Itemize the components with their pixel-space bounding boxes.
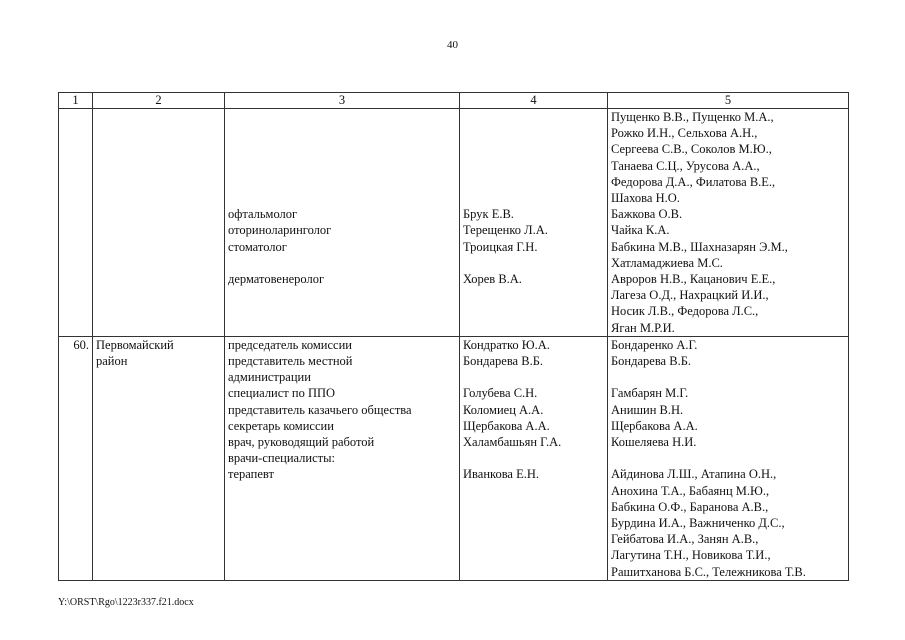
cell-line	[228, 141, 456, 157]
cell-line: дерматовенеролог	[228, 271, 325, 286]
cell-line: терапевт	[228, 467, 274, 482]
positions-cell	[225, 109, 460, 337]
cell-line: врач, руководящий работой	[228, 435, 375, 450]
cell-line: администрации	[228, 370, 311, 385]
cell-line: Халамбашьян Г.А.	[463, 435, 562, 450]
cell-line: Лагеза О.Д., Нахрацкий И.И.,	[611, 288, 769, 303]
cell-line	[463, 255, 604, 271]
cell-line: Бабкина О.Ф., Баранова А.В.,	[611, 499, 769, 514]
cell-line: Бондарева В.Б.	[463, 354, 543, 369]
header-col-2: 2	[93, 93, 225, 109]
cell-line: оториноларинголог	[228, 223, 332, 238]
cell-line: председатель комиссии	[228, 337, 352, 352]
cell-line: Хатламаджиева М.С.	[611, 255, 723, 270]
cell-line: Гамбарян М.Г.	[611, 386, 689, 401]
cell-line: Рожко И.Н., Сельхова А.Н.,	[611, 126, 758, 141]
row-number-cell: 60.	[59, 336, 93, 580]
cell-line: Шахова Н.О.	[611, 191, 680, 206]
cell-line	[463, 109, 604, 125]
main-members-cell	[460, 109, 608, 337]
reserve-members-cell	[608, 109, 849, 337]
cell-line: специалист по ППО	[228, 386, 336, 401]
cell-line	[463, 369, 604, 385]
cell-line	[463, 450, 604, 466]
header-row	[59, 93, 849, 109]
main-members-cell	[460, 336, 608, 580]
cell-line: Первомайский	[96, 337, 174, 352]
cell-line	[463, 158, 604, 174]
cell-line: Хорев В.А.	[463, 271, 522, 286]
cell-line: Бурдина И.А., Важниченко Д.С.,	[611, 516, 785, 531]
cell-line: врачи-специалисты:	[228, 451, 335, 466]
cell-line: Кондратко Ю.А.	[463, 337, 550, 352]
cell-line	[228, 125, 456, 141]
cell-line: Кошеляева Н.И.	[611, 435, 697, 450]
cell-line	[463, 141, 604, 157]
cell-line: Айдинова Л.Ш., Атапина О.Н.,	[611, 467, 777, 482]
cell-line: Бондаренко А.Г.	[611, 337, 698, 352]
cell-line: Федорова Д.А., Филатова В.Е.,	[611, 174, 776, 189]
cell-line	[611, 450, 845, 466]
cell-line	[228, 158, 456, 174]
cell-line	[463, 174, 604, 190]
row-number-cell	[59, 109, 93, 337]
table-row	[59, 336, 849, 580]
cell-line: Танаева С.Ц., Урусова А.А.,	[611, 158, 760, 173]
cell-line: Щербакова А.А.	[463, 418, 550, 433]
cell-line: Лагутина Т.Н., Новикова Т.И.,	[611, 548, 771, 563]
cell-line: Пущенко В.В., Пущенко М.А.,	[611, 110, 774, 124]
cell-line: Коломиец А.А.	[463, 402, 544, 417]
cell-line: Анохина Т.А., Бабаянц М.Ю.,	[611, 483, 770, 498]
cell-line	[228, 174, 456, 190]
table-row	[59, 109, 849, 337]
cell-line	[228, 190, 456, 206]
cell-line: Носик Л.В., Федорова Л.С.,	[611, 304, 759, 319]
cell-line: Терещенко Л.А.	[463, 223, 548, 238]
district-cell	[93, 336, 225, 580]
cell-line: Бабкина М.В., Шахназарян Э.М.,	[611, 239, 788, 254]
cell-line: Бажкова О.В.	[611, 207, 683, 222]
cell-line: Бондарева В.Б.	[611, 354, 691, 369]
page-number: 40	[447, 39, 458, 51]
header-col-5: 5	[608, 93, 849, 109]
cell-line	[611, 369, 845, 385]
cell-line: район	[96, 354, 128, 369]
cell-line: Яган М.Р.И.	[611, 320, 675, 335]
cell-line: секретарь комиссии	[228, 418, 334, 433]
cell-line: Авроров Н.В., Кацанович Е.Е.,	[611, 272, 776, 287]
footer-file-path: Y:\ORST\Rgo\1223r337.f21.docx	[58, 597, 194, 608]
cell-line: Сергеева С.В., Соколов М.Ю.,	[611, 142, 772, 157]
cell-line: представитель казачьего общества	[228, 402, 412, 417]
cell-line	[228, 109, 456, 125]
cell-line: Щербакова А.А.	[611, 418, 698, 433]
cell-line: Анишин В.Н.	[611, 402, 684, 417]
header-col-4: 4	[460, 93, 608, 109]
cell-line: представитель местной	[228, 354, 353, 369]
cell-line: стоматолог	[228, 239, 287, 254]
cell-line	[228, 255, 456, 271]
cell-line	[463, 125, 604, 141]
header-col-1: 1	[59, 93, 93, 109]
cell-line: Гейбатова И.А., Занян А.В.,	[611, 532, 759, 547]
reserve-members-cell	[608, 336, 849, 580]
commission-table	[58, 92, 849, 581]
cell-line: Чайка К.А.	[611, 223, 670, 238]
positions-cell	[225, 336, 460, 580]
cell-line: Голубева С.Н.	[463, 386, 538, 401]
cell-line: Иванкова Е.Н.	[463, 467, 540, 482]
cell-line	[463, 190, 604, 206]
header-col-3: 3	[225, 93, 460, 109]
cell-line: Рашитханова Б.С., Тележникова Т.В.	[611, 564, 806, 579]
cell-line: Брук Е.В.	[463, 207, 514, 222]
district-cell	[93, 109, 225, 337]
cell-line: офтальмолог	[228, 207, 298, 222]
cell-line: Троицкая Г.Н.	[463, 239, 538, 254]
